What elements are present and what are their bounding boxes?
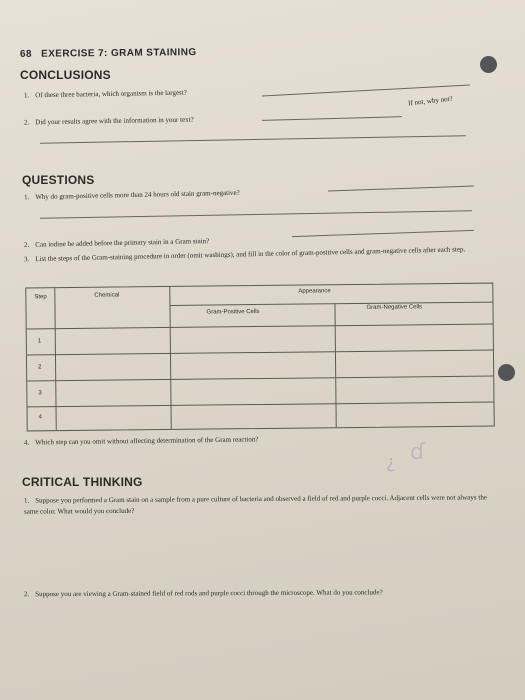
critical-q1-number: 1. — [23, 496, 30, 505]
conclusion-q1-number: 1. — [23, 91, 30, 100]
table-rule — [54, 288, 56, 430]
conclusion-q2-number: 2. — [23, 118, 30, 127]
table-header-appearance: Appearance — [298, 288, 331, 295]
question-2-number: 2. — [23, 240, 30, 249]
conclusion-question-2 — [24, 116, 194, 127]
bleed-through-mark: ¿ — [386, 452, 396, 473]
conclusion-q2-followup: If not, why not? — [407, 94, 454, 108]
conclusions-title: CONCLUSIONS — [20, 68, 111, 82]
answer-line — [40, 135, 466, 143]
table-header-gram-positive: Gram-Positive Cells — [206, 309, 260, 316]
conclusion-q1-text: Of these three bacteria, which organism is the largest? — [35, 88, 187, 100]
binder-hole — [480, 56, 497, 73]
question-4 — [24, 435, 259, 446]
question-2-text: Can iodine be added before the primary stain in a Gram stain? — [35, 237, 210, 249]
table-header-step: Step — [34, 294, 47, 301]
question-1-text: Why do gram-positive cells more than 24 hours old stain gram-negative? — [35, 188, 240, 202]
answer-line — [328, 185, 474, 191]
table-row-step-4: 4 — [38, 414, 42, 421]
table-rule — [28, 402, 494, 408]
critical-q1-text: Suppose you performed a Gram stain on a sample from a pure culture of bacteria and observed a field of red and purple cocci. Adjacent cells were not always the same color. What would you conclude? — [24, 493, 487, 516]
question-3-text: List the steps of the Gram-staining procedure in order (omit washings), and fill in the color of gram-positive cells and gram-negative cells after each step. — [35, 245, 466, 264]
question-4-text: Which step can you omit without affecting determination of the Gram reaction? — [35, 435, 259, 447]
answer-line — [262, 116, 402, 121]
bleed-through-mark: ɗ — [410, 440, 426, 465]
table-row-step-1: 1 — [37, 338, 42, 345]
gram-stain-table — [25, 283, 494, 432]
question-2 — [24, 237, 209, 249]
conclusion-q2-text: Did your results agree with the information in your text? — [35, 115, 194, 127]
critical-q2-number: 2. — [23, 590, 30, 599]
table-row-step-2: 2 — [38, 364, 42, 371]
critical-question-1 — [24, 492, 498, 517]
exercise-title: EXERCISE 7: GRAM STAINING — [41, 47, 197, 60]
question-1 — [24, 189, 240, 202]
critical-question-2 — [24, 587, 502, 601]
table-rule — [27, 324, 493, 330]
table-rule — [27, 376, 493, 382]
page-header — [20, 47, 197, 60]
table-rule — [169, 287, 171, 429]
conclusion-question-1 — [24, 89, 187, 100]
answer-line — [292, 230, 474, 237]
critical-q2-text: Suppose you are viewing a Gram-stained field of red rods and purple cocci through the microscope. What do you conclude? — [35, 588, 383, 599]
binder-hole — [498, 364, 515, 381]
table-rule — [334, 303, 336, 427]
table-rule — [27, 350, 493, 356]
critical-thinking-title: CRITICAL THINKING — [22, 475, 143, 489]
table-header-chemical: Chemical — [94, 292, 120, 299]
questions-title: QUESTIONS — [22, 173, 95, 187]
question-1-number: 1. — [23, 193, 30, 202]
answer-line — [40, 210, 472, 219]
answer-line — [262, 85, 470, 97]
question-4-number: 4. — [23, 438, 30, 447]
table-rule — [169, 302, 492, 306]
question-3-number: 3. — [23, 255, 30, 264]
table-row-step-3: 3 — [38, 390, 42, 397]
page-number: 68 — [19, 48, 32, 60]
table-header-gram-negative: Gram-Negative Cells — [366, 304, 423, 311]
